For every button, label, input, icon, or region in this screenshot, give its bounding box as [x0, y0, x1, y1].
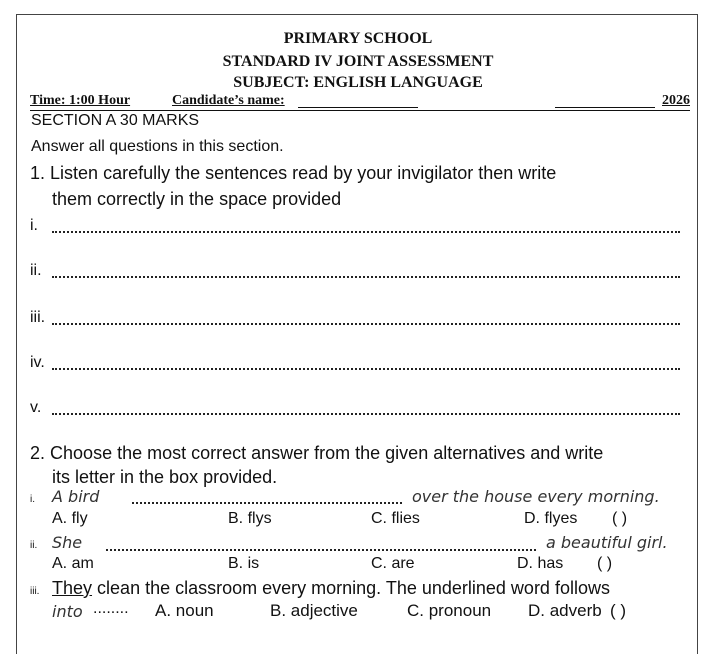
time-label: Time: 1:00 Hour — [30, 93, 131, 108]
option-c[interactable]: C. are — [371, 555, 415, 572]
item-ii-start: She — [52, 533, 83, 552]
header-rule — [30, 110, 690, 111]
year-label: 2026 — [662, 93, 690, 108]
answer-box[interactable]: ( ) — [597, 555, 613, 572]
question-2-number: 2. — [30, 443, 46, 463]
candidate-label: Candidate’s name: — [172, 93, 285, 108]
question-1-line1 — [30, 163, 556, 184]
item-ii-end: a beautiful girl. — [546, 533, 668, 552]
row-number: ii. — [30, 262, 42, 279]
section-title: SECTION A 30 MARKS — [31, 112, 200, 129]
dotted-line — [52, 323, 680, 325]
item-i-start: A bird — [52, 487, 100, 506]
candidate-name-line-2 — [555, 107, 655, 108]
dotted-line — [52, 231, 680, 233]
question-2-text: Choose the most correct answer from the given alternatives and write — [50, 443, 604, 463]
question-2-line1 — [30, 443, 603, 464]
section-instruction: Answer all questions in this section. — [31, 138, 284, 155]
answer-line-iii[interactable] — [30, 309, 680, 329]
dotted-line — [52, 276, 680, 278]
underlined-word: They — [52, 578, 93, 598]
answer-line-ii[interactable] — [30, 262, 680, 282]
item-iii-into: into — [52, 602, 83, 621]
school-name: PRIMARY SCHOOL — [283, 30, 433, 47]
answer-line-i[interactable] — [30, 217, 680, 237]
item-iii-line1 — [52, 578, 610, 599]
answer-line-v[interactable] — [30, 399, 680, 419]
row-number: iv. — [30, 354, 45, 371]
item-i-end: over the house every morning. — [412, 487, 660, 506]
candidate-name-line — [298, 107, 418, 108]
option-c[interactable]: C. pronoun — [407, 601, 492, 620]
dotted-line — [52, 368, 680, 370]
question-2-line2: its letter in the box provided. — [52, 467, 278, 487]
option-b[interactable]: B. adjective — [270, 601, 358, 620]
question-1-number: 1. — [30, 163, 46, 183]
item-iii-text: clean the classroom every morning. The underlined word follows — [97, 578, 610, 598]
option-b[interactable]: B. flys — [228, 510, 272, 527]
row-number: v. — [30, 399, 42, 416]
option-b[interactable]: B. is — [228, 555, 260, 572]
option-a[interactable]: A. noun — [155, 601, 214, 620]
item-number: iii. — [30, 586, 40, 597]
option-a[interactable]: A. am — [52, 555, 94, 572]
question-1-text: Listen carefully the sentences read by your invigilator then write — [50, 163, 557, 183]
answer-box[interactable]: ( ) — [612, 510, 628, 527]
item-number: ii. — [30, 540, 38, 551]
option-c[interactable]: C. flies — [371, 510, 420, 527]
option-a[interactable]: A. fly — [52, 510, 88, 527]
question-1-line2: them correctly in the space provided — [52, 189, 342, 209]
subject-title: SUBJECT: ENGLISH LANGUAGE — [233, 74, 483, 91]
dotted-line — [52, 413, 680, 415]
answer-line-iv[interactable] — [30, 354, 680, 374]
row-number: iii. — [30, 309, 46, 326]
option-d[interactable]: D. adverb — [528, 601, 602, 620]
item-iii-blank[interactable]: ........ — [93, 600, 129, 617]
meta-row — [30, 93, 690, 109]
item-i-blank[interactable] — [132, 502, 402, 504]
item-number: i. — [30, 494, 35, 505]
assessment-title: STANDARD IV JOINT ASSESSMENT — [222, 53, 494, 70]
item-ii-blank[interactable] — [106, 549, 536, 551]
answer-box[interactable]: ( ) — [610, 601, 627, 620]
option-d[interactable]: D. flyes — [524, 510, 578, 527]
row-number: i. — [30, 217, 38, 234]
option-d[interactable]: D. has — [517, 555, 564, 572]
